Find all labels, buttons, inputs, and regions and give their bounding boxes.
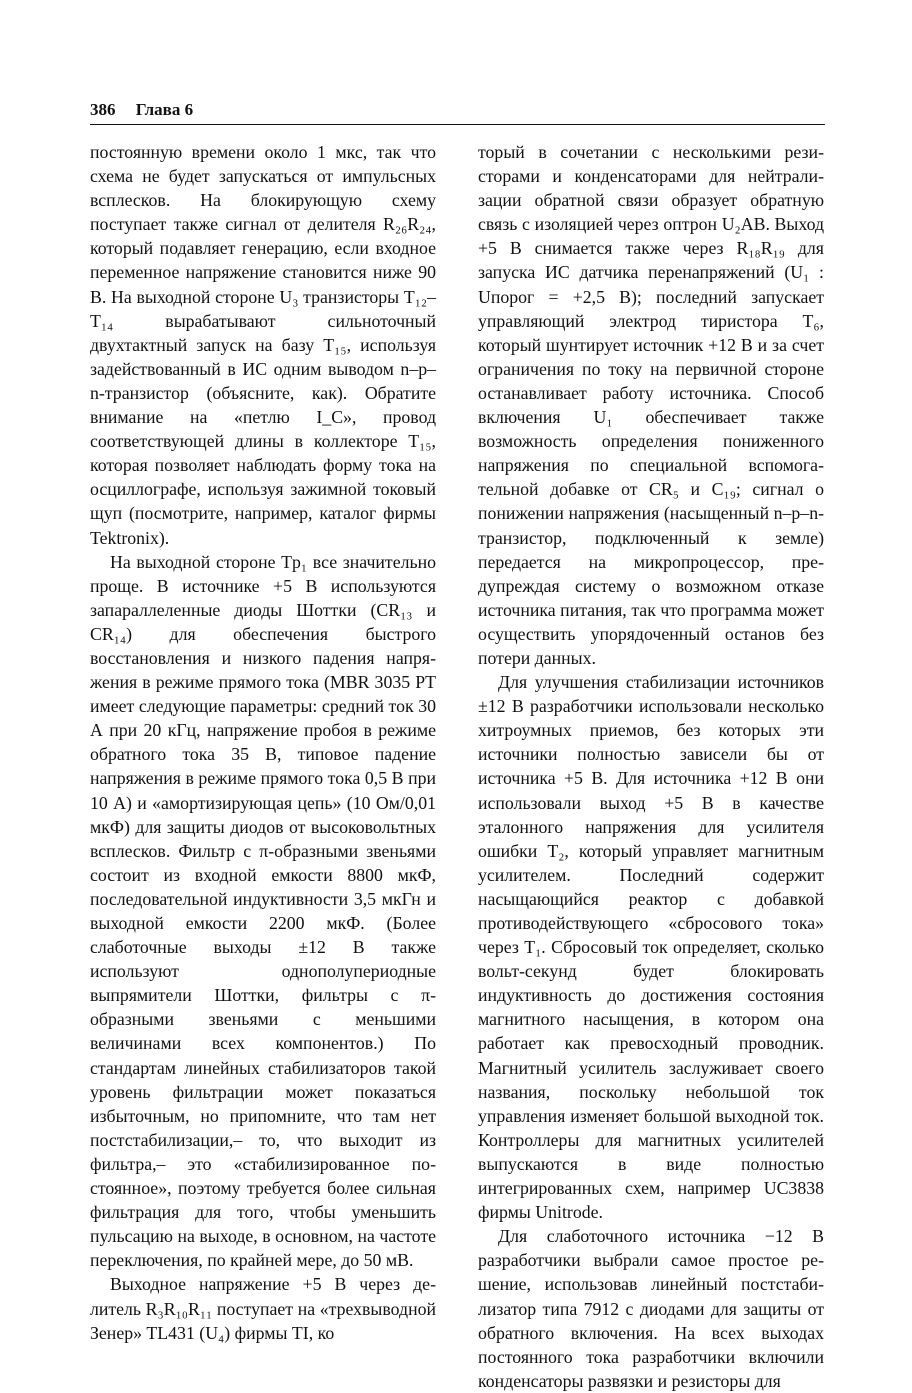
chapter-title: Глава 6 xyxy=(135,100,194,119)
paragraph: На выходной стороне Tp₁ все значительно проще. В источнике +5 В используются запараллеленные диоды Шоттки (CR₁₃ и CR₁₄) для обеспечения быстрого восстановления и низкого падения напряжения в режиме прямого тока (MBR 3035 PT имеет следующие параметры: средний ток 30 А при 20 кГц, напряжение пробоя в режиме обратного тока 35 В, типовое падение напряжения в режиме прямого тока 0,5 В при 10 А) и «амортизирующая цепь» (10 Ом/0,01 мкФ) для защиты диодов от высоковольтных всплесков. Фильтр с π-образными звеньями состоит из входной емкости 8800 мкФ, последовательной индуктивности 3,5 мкГн и выходной емкости 2200 мкФ. (Более слаботочные выходы ±12 В также используют однополупериодные выпрямители Шоттки, фильтры с π-образными звеньями с меньшими величинами всех компонентов.) По стандартам линейных стабилизаторов такой уровень фильтрации может показаться избыточным, но припомните, что там нет постстабилизации,– то, что выходит из фильтра,– это «стабилизированное постоянное», поэтому требуется более сильная фильтрация для того, чтобы уменьшить пульсацию на выходе, в основном, на частоте переключения, по крайней мере, до 50 мВ. xyxy=(90,551,436,1271)
paragraph: постоянную времени около 1 мкс, так что схема не будет запускаться от импульсных всплесков. На блокирующую схему поступает также сигнал от делителя R₂₆R₂₄, который подавляет генерацию, если входное переменное напряжение становится ниже 90 В. На выходной стороне U₃ транзисторы T₁₂–T₁₄ вырабатывают сильноточный двухтактный запуск на базу T₁₅, используя задействованный в ИС одним выводом n–p–n-транзистор (объясните, как). Обратите внимание на «петлю I_C», провод соответствующей длины в коллекторе T₁₅, которая позволяет наблюдать форму тока на осциллографе, используя зажимной токовый щуп (посмотрите, например, каталог фирмы Tektronix). xyxy=(90,142,436,548)
paragraph: Выходное напряжение +5 В через делитель R₃R₁₀R₁₁ поступает на «трехвыводной Зенер» TL431 (U₄) фирмы TI, ко xyxy=(90,1274,436,1343)
paragraph: Для улучшения стабилизации источников ±12 В разработчики использовали несколько хитроумных приемов, без которых эти источники полностью зависели бы от источника +5 В. Для источника +12 В они использовали выход +5 В в качестве эталонного напряжения для усилителя ошибки T₂, который управляет магнитным усилителем. Последний содержит насыщающийся реактор с добавкой противодействующего «сбросового тока» через T₁. Сбросовый ток определяет, сколько вольт-секунд будет блокировать индуктивность до достижения состояния магнитного насыщения, в котором она работает как превосходный проводник. Магнитный усилитель заслуживает своего названия, поскольку небольшой ток управления изменяет большой выходной ток. Контроллеры для магнитных усилителей выпускаются в виде полностью интегрированных схем, например UC3838 фирмы Unitrode. xyxy=(478,672,824,1223)
left-column xyxy=(90,140,436,1345)
page-number: 386 xyxy=(90,100,116,119)
header-rule xyxy=(90,124,825,125)
running-head xyxy=(90,100,825,120)
paragraph: Для слаботочного источника −12 В разработчики выбрали самое простое решение, использовав линейный постстабилизатор типа 7912 с диодами для защиты от обратного включения. На всех выходах постоянного тока разработчики включили конденсаторы развязки и резисторы для xyxy=(478,1226,824,1391)
paragraph: торый в сочетании с несколькими резисторами и конденсаторами для нейтрализации обратной связи образует обратную связь с изоляцией через оптрон U₂AB. Выход +5 В снимается также через R₁₈R₁₉ для запуска ИС датчика перенапряжений (U₁ : Uпорог = +2,5 В); последний запускает управляющий электрод тиристора T₆, который шунтирует источник +12 В и за счет ограничения по току на первичной стороне останавливает работу источника. Способ включения U₁ обеспечивает также возможность определения пониженного напряжения по специальной вспомогательной добавке от CR₅ и C₁₉; сигнал о понижении напряжения (насыщенный n–p–n-транзистор, подключенный к земле) передается на микропроцессор, предупреждая систему о возможном отказе источника питания, так что программа может осуществить упорядоченный останов без потери данных. xyxy=(478,142,824,668)
right-column xyxy=(478,140,824,1393)
